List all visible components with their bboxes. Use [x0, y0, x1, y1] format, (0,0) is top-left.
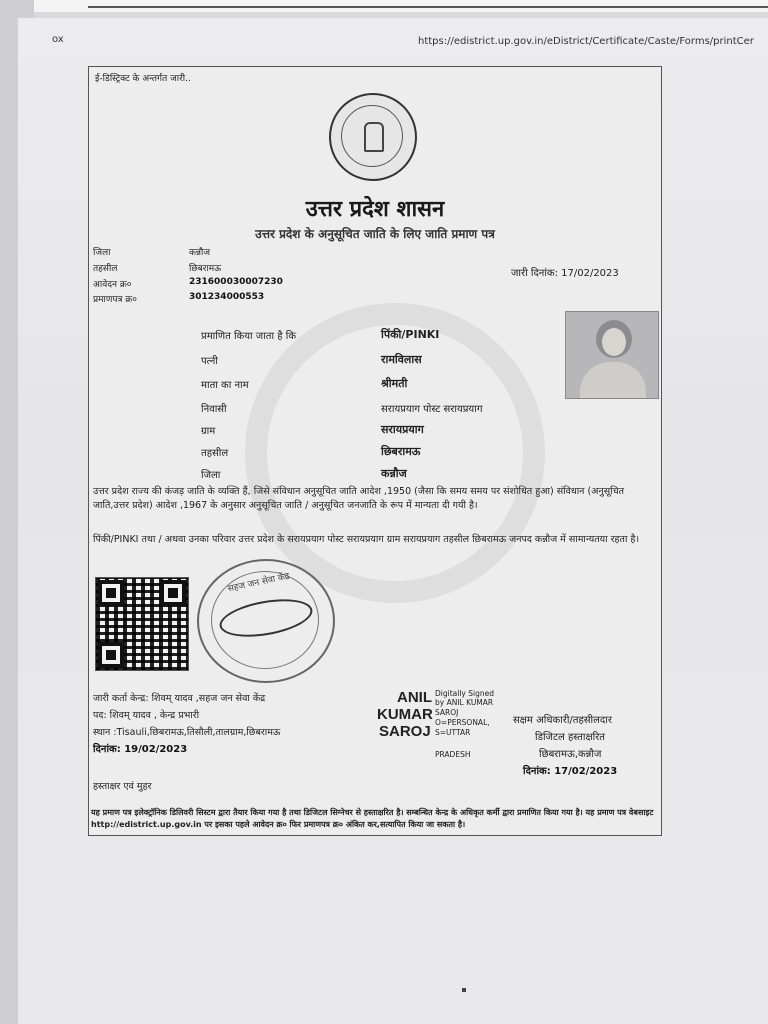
caste-certificate: [88, 66, 662, 836]
signature-note: SAROJ: [435, 708, 459, 717]
issuing-operator: पद: शिवम् यादव , केन्द्र प्रभारी: [93, 710, 200, 721]
application-label: आवेदन क्र०: [93, 280, 132, 290]
certificate-number-label: प्रमाणपत्र क्र०: [93, 295, 137, 305]
certificate-subtitle: उत्तर प्रदेश के अनुसूचित जाति के लिए जाति प्रमाण पत्र: [255, 227, 495, 241]
field-label: जिला: [201, 470, 221, 481]
signature-note: PRADESH: [435, 750, 471, 759]
signer-name-1: ANIL: [397, 689, 432, 706]
signature-note: S=UTTAR: [435, 728, 471, 737]
qr-finder: [98, 642, 124, 668]
field-label: माता का नाम: [201, 380, 249, 391]
tehsil-field-value: छिबरामऊ: [381, 445, 421, 458]
residence-value: सरायप्रयाग पोस्ट सरायप्रयाग: [381, 404, 483, 415]
photo-body: [580, 362, 646, 399]
authority-designation: सक्षम अधिकारी/तहसीलदार: [513, 715, 612, 726]
up-emblem-icon: [329, 93, 417, 181]
applicant-photo: [565, 311, 659, 399]
village-value: सरायप्रयाग: [381, 423, 424, 436]
district-field-value: कन्नौज: [381, 467, 407, 480]
scan-mark: [462, 988, 466, 992]
signature-note: Digitally Signed: [435, 689, 494, 698]
qr-finder: [160, 580, 186, 606]
field-label: ग्राम: [201, 426, 216, 437]
seal-text: सहज जन सेवा केंद्र: [226, 571, 291, 595]
field-label: निवासी: [201, 404, 227, 415]
signature-note: by ANIL KUMAR: [435, 698, 494, 707]
field-label: प्रमाणित किया जाता है कि: [201, 331, 297, 342]
issue-date: जारी दिनांक: 17/02/2023: [511, 268, 619, 279]
authority-date: दिनांक: 17/02/2023: [523, 766, 618, 777]
signature-note: O=PERSONAL,: [435, 718, 490, 727]
verification-footer-note: यह प्रमाण पत्र इलेक्ट्रॉनिक डिलिवरी सिस्टम द्वारा तैयार किया गया है तथा डिजिटल सिग्नेचर से हस्ताक्षरित है। सम्बन्धित केन्द्र के अधिकृत कर्मी द्वारा प्रमाणित किया गया है। यह प्रमाण पत्र वेबसाइट http://edistrict.up.gov.in पर इसका पहले आवेदन क्र० फिर प्रमाणपत्र क्र० अंकित कर,सत्यापित किया जा सकता है।: [91, 808, 654, 829]
district-label: जिला: [93, 248, 111, 258]
certificate-title: उत्तर प्रदेश शासन: [305, 196, 445, 222]
qr-code-icon: [95, 577, 189, 671]
scan-top-line: [88, 6, 768, 8]
signature-seal-label: हस्ताक्षर एवं मुहर: [93, 781, 152, 792]
header-note: ई-डिस्ट्रिक्ट के अन्तर्गत जारी..: [95, 74, 191, 84]
signer-name-3: SAROJ: [379, 723, 431, 740]
emblem-bow: [364, 122, 384, 152]
csc-stamp-seal: [197, 559, 335, 683]
issuing-place: स्थान :Tisauli,छिबरामऊ,तिसौली,तालग्राम,छिबरामऊ: [93, 727, 281, 738]
photo-face: [602, 328, 626, 356]
application-number: 231600030007230: [189, 277, 283, 287]
print-url: https://edistrict.up.gov.in/eDistrict/Certificate/Caste/Forms/printCer: [418, 36, 754, 47]
browser-side-text: ox: [52, 34, 64, 45]
qr-finder: [98, 580, 124, 606]
certificate-number: 301234000553: [189, 292, 265, 302]
authority-signed: डिजिटल हस्ताक्षरित: [535, 732, 605, 743]
signer-name-2: KUMAR: [377, 706, 433, 723]
mother-name: श्रीमती: [381, 377, 408, 390]
district-value: कन्नौज: [189, 248, 211, 258]
issuer-date: दिनांक: 19/02/2023: [93, 744, 188, 755]
husband-name: रामविलास: [381, 353, 422, 366]
authority-location: छिबरामऊ,कन्नौज: [539, 749, 602, 760]
field-label: तहसील: [201, 448, 229, 459]
field-label: पत्नी: [201, 356, 218, 367]
applicant-name: पिंकी/PINKI: [381, 328, 440, 341]
caste-statement: उत्तर प्रदेश राज्य की कंजड़ जाति के व्यक्ति हैं, जिसे संविधान अनुसूचित जाति आदेश ,1950 (जैसा कि समय समय पर संशोधित हुआ) संविधान (अनुसूचित जाति,उत्तर प्रदेश) आदेश ,1967 के अनुसार अनुसूचित जाति / अनुसूचित जनजाति के रूप में मान्यता दी गयी है।: [93, 486, 625, 511]
tehsil-value: छिबरामऊ: [189, 264, 222, 274]
emblem-ring: [341, 105, 403, 167]
tehsil-label: तहसील: [93, 264, 118, 274]
residence-statement: पिंकी/PINKI तथा / अथवा उनका परिवार उत्तर प्रदेश के सरायप्रयाग पोस्ट सरायप्रयाग ग्राम सरायप्रयाग तहसील छिबरामऊ जनपद कन्नौज में सामान्यतया रहता है।: [93, 534, 640, 545]
issuing-center: जारी कर्ता केन्द्र: शिवम् यादव ,सहज जन सेवा केंद्र: [93, 693, 266, 704]
